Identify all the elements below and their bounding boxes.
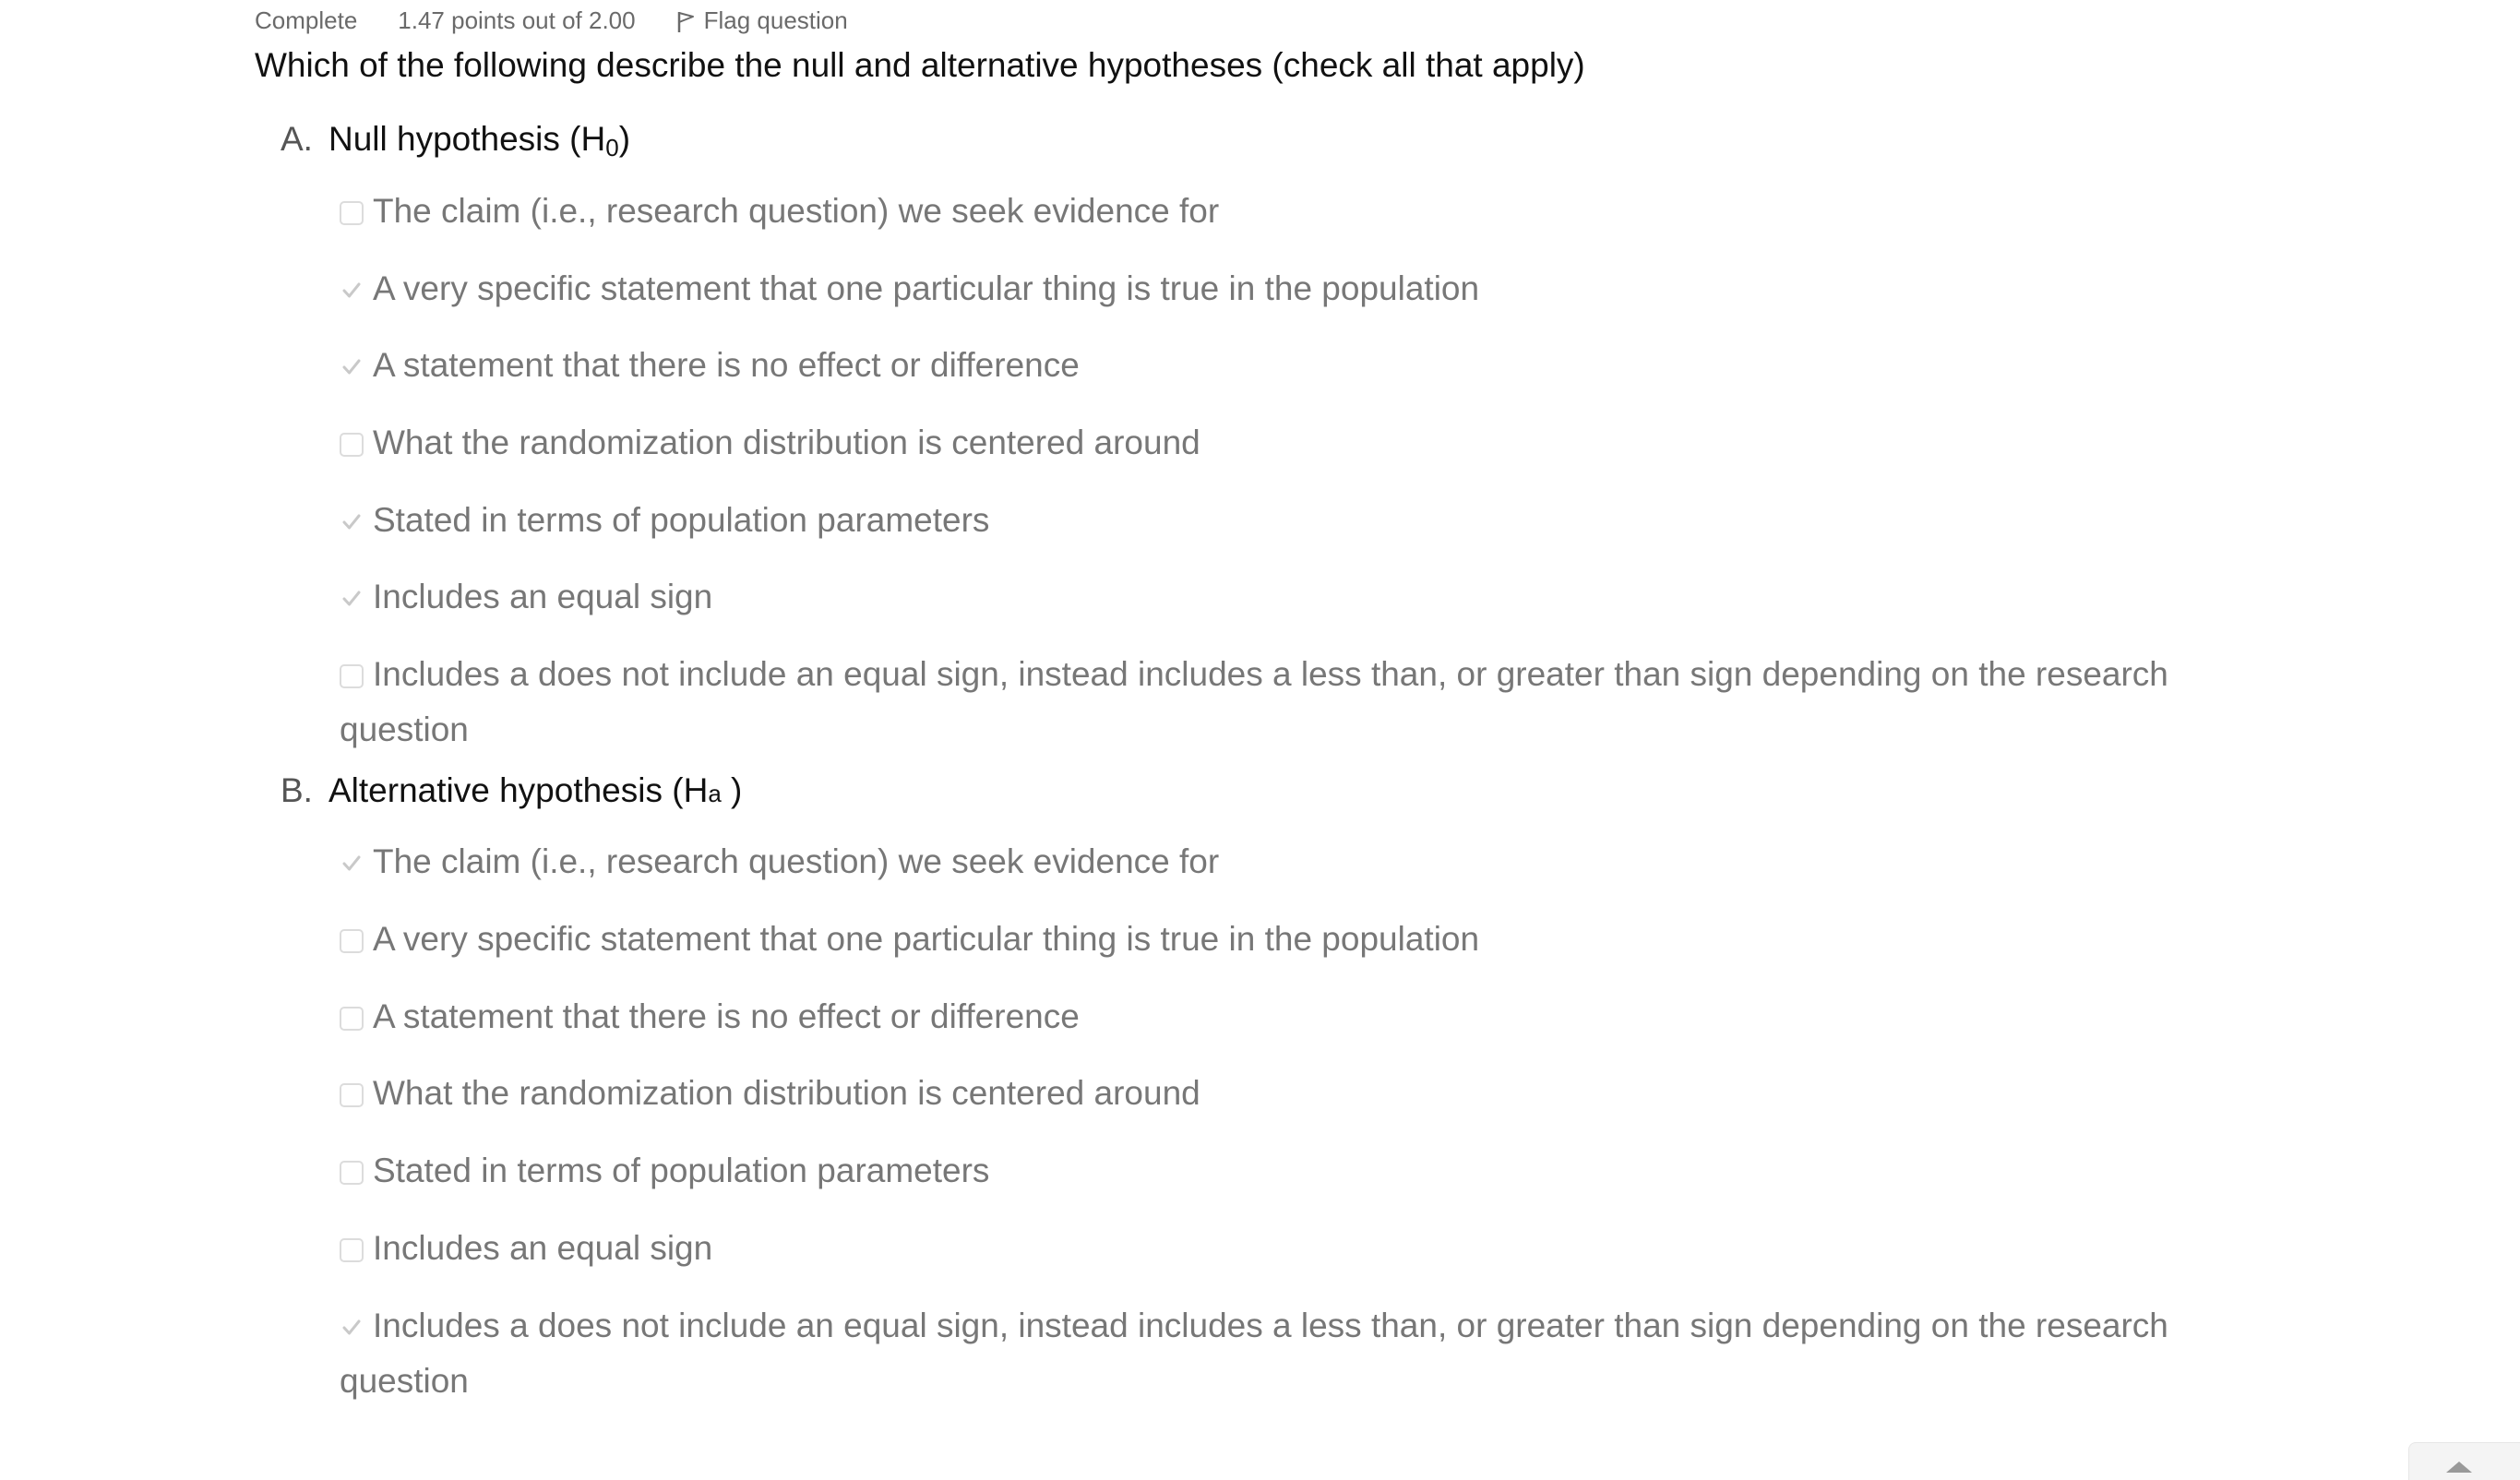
option-b6[interactable] [340, 1221, 2204, 1276]
checkbox[interactable] [340, 929, 364, 953]
option-label: What the randomization distribution is centered around [373, 424, 1200, 461]
option-label: A statement that there is no effect or difference [373, 997, 1080, 1035]
option-b1[interactable] [340, 834, 2204, 889]
checkbox[interactable] [340, 1083, 364, 1107]
completion-status: Complete [255, 6, 358, 34]
section-a-heading [281, 120, 630, 162]
option-b3[interactable] [340, 989, 2204, 1044]
option-a3[interactable] [340, 338, 2204, 393]
option-label: What the randomization distribution is centered around [373, 1074, 1200, 1112]
option-b5[interactable] [340, 1143, 2204, 1199]
option-b7[interactable] [340, 1298, 2204, 1409]
option-a2[interactable] [340, 261, 2204, 316]
checkbox[interactable] [340, 1238, 364, 1262]
option-a5[interactable] [340, 493, 2204, 548]
chevron-up-icon [2446, 1462, 2472, 1473]
check-icon[interactable] [340, 355, 364, 379]
check-icon[interactable] [340, 852, 364, 876]
question-text: Which of the following describe the null and alternative hypotheses (check all that apply) [255, 46, 1585, 84]
section-letter: A. [281, 120, 313, 158]
checkbox[interactable] [340, 433, 364, 457]
option-label: A very specific statement that one particular thing is true in the population [373, 269, 1480, 307]
points-score: 1.47 points out of 2.00 [398, 6, 636, 34]
option-label: A very specific statement that one particular thing is true in the population [373, 920, 1480, 958]
flag-question-label: Flag question [703, 6, 848, 34]
option-label: Stated in terms of population parameters [373, 501, 990, 539]
checkbox[interactable] [340, 201, 364, 225]
option-a4[interactable] [340, 415, 2204, 471]
section-b-heading [281, 771, 742, 810]
option-label: A statement that there is no effect or difference [373, 346, 1080, 384]
option-label: Includes a does not include an equal sign, instead includes a less than, or greater than sign depending on the research question [340, 655, 2168, 748]
check-icon[interactable] [340, 1316, 364, 1340]
flag-question-link[interactable] [676, 6, 848, 35]
option-label: Stated in terms of population parameters [373, 1152, 990, 1189]
section-letter: B. [281, 771, 313, 809]
section-title: Alternative hypothesis (Ha ) [328, 771, 743, 809]
option-label: Includes an equal sign [373, 1229, 713, 1267]
option-b2[interactable] [340, 912, 2204, 967]
option-label: The claim (i.e., research question) we seek evidence for [373, 842, 1220, 880]
checkbox[interactable] [340, 1161, 364, 1185]
option-a1[interactable] [340, 184, 2204, 239]
option-label: Includes a does not include an equal sign, instead includes a less than, or greater than sign depending on the research question [340, 1307, 2168, 1400]
option-a6[interactable] [340, 569, 2204, 625]
check-icon[interactable] [340, 510, 364, 534]
flag-icon [676, 10, 697, 34]
option-label: Includes an equal sign [373, 578, 713, 615]
check-icon[interactable] [340, 279, 364, 303]
back-to-top-button[interactable] [2408, 1442, 2520, 1480]
option-b4[interactable] [340, 1066, 2204, 1121]
checkbox[interactable] [340, 1007, 364, 1031]
check-icon[interactable] [340, 587, 364, 611]
section-title: Null hypothesis $(H_0)$ [328, 120, 631, 161]
question-info-bar [255, 4, 848, 37]
checkbox[interactable] [340, 664, 364, 688]
option-a7[interactable] [340, 647, 2204, 758]
option-label: The claim (i.e., research question) we seek evidence for [373, 192, 1220, 230]
